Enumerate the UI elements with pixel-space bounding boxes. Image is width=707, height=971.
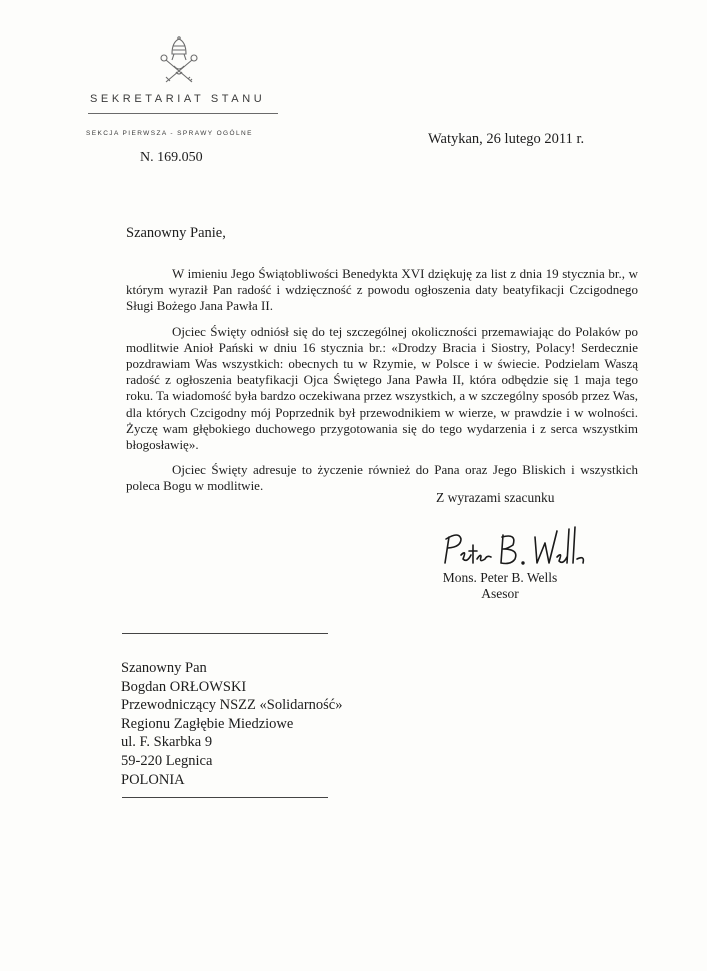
address-line: Szanowny Pan [121,660,207,676]
salutation: Szanowny Panie, [126,225,226,241]
date-line: Watykan, 26 lutego 2011 r. [428,131,585,147]
address-divider-bottom [122,797,328,798]
paragraph-3: Ojciec Święty adresuje to życzenie również do Pana oraz Jego Bliskich i wszystkich poleca Bogu w modlitwie. [126,462,638,494]
address-line: ul. F. Skarbka 9 [121,734,213,751]
recipient-address [121,659,342,789]
reference-number: N. 169.050 [140,150,203,165]
letter-body [126,266,638,504]
address-line: POLONIA [121,771,185,788]
signer-block [435,570,565,602]
address-divider-top [122,633,328,634]
papal-coat-of-arms-icon [152,36,206,86]
signer-title: Asesor [481,586,519,601]
organization-name: SEKRETARIAT STANU [90,93,266,105]
address-line: Przewodniczący NSZZ «Solidarność» [121,697,343,714]
address-line: Regionu Zagłębie Miedziowe [121,715,294,732]
signer-name: Mons. Peter B. Wells [442,570,558,585]
paragraph-2: Ojciec Święty odniósł się do tej szczególnej okoliczności przemawiając do Polaków po modlitwie Anioł Pański w dniu 16 stycznia br.: «Drodzy Bracia i Siostry, Polacy! Serdecznie pozdrawiam Was wszystkich: obecnych tu w Rzymie, w Polsce i w świecie. Podzielam Waszą radość z ogłoszenia beatyfikacji Ojca Świętego Jana Pawła II, która odbędzie się 1 maja tego roku. Ta wiadomość była bardzo oczekiwana przez wszystkich, a w szczególny sposób przez Was, dla których Czcigodny mój Poprzednik był przewodnikiem w wierze, w prawdzie i w wolności. Życzę wam głębokiego duchowego przygotowania się do tego wydarzenia i z serca wszystkim błogosławię». [126,323,638,453]
section-name: SEKCJA PIERWSZA - SPRAWY OGÓLNE [86,130,253,137]
paragraph-1: W imieniu Jego Świątobliwości Benedykta XVI dziękuję za list z dnia 19 stycznia br., w którym wyraził Pan radość i wdzięczność z powodu ogłoszenia daty beatyfikacji Czcigodnego Sługi Bożego Jana Pawła II. [126,266,638,314]
closing-phrase: Z wyrazami szacunku [436,490,555,505]
address-line: Bogdan ORŁOWSKI [121,678,247,695]
handwritten-signature [437,519,587,571]
letterhead-divider [88,113,278,114]
address-line: 59-220 Legnica [121,752,213,769]
